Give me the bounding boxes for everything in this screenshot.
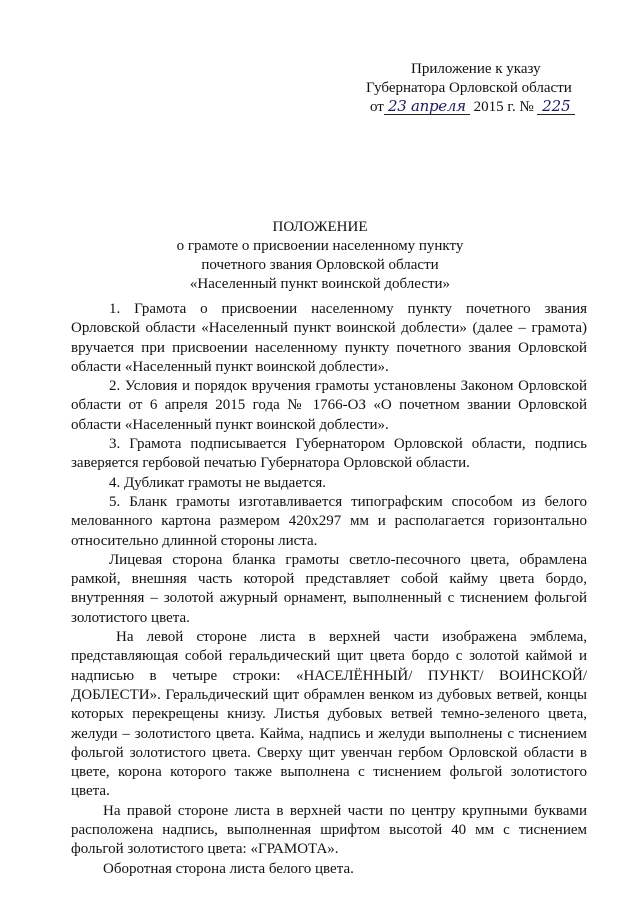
- handwritten-date: 23 апреля: [384, 98, 470, 115]
- paragraph-5: 5. Бланк грамоты изготавливается типографским способом из белого мелованного картона размером 420х297 мм и располагается горизонтально относительно длинной стороны листа.: [71, 493, 587, 549]
- title-line-2: о грамоте о присвоении населенному пункту: [176, 238, 464, 254]
- paragraph-1: 1. Грамота о присвоении населенному пункту почетного звания Орловской области «Населенный пункт воинской доблести» (далее – грамота) вручается при присвоении населенному пункту почетного звания Орловской области «Населенный пункт воинской доблести».: [71, 301, 587, 375]
- paragraph-4: 4. Дубликат грамоты не выдается.: [109, 474, 327, 491]
- handwritten-number: 225: [537, 98, 575, 115]
- annex-line-2: Губернатора Орловской области: [366, 80, 572, 96]
- paragraph-3: 3. Грамота подписывается Губернатором Орловской области, подпись заверяется гербовой печатью Губернатора Орловской области.: [71, 436, 587, 472]
- paragraph-6: Лицевая сторона бланка грамоты светло-песочного цвета, обрамлена рамкой, внешняя часть которой представляет собой кайму цвета бордо, внутренняя – золотой ажурный орнамент, выполненный с тиснением фольгой золотистого цвета.: [71, 551, 587, 626]
- paragraph-9: Оборотная сторона листа белого цвета.: [103, 860, 354, 877]
- paragraph-8: На правой стороне листа в верхней части по центру крупными буквами расположена надпись, выполненная шрифтом высотой 40 мм с тиснением фольгой золотистого цвета: «ГРАМОТА».: [71, 802, 587, 858]
- title-line-3: почетного звания Орловской области: [201, 257, 439, 273]
- document-title: [60, 218, 580, 294]
- title-line-4: «Населенный пункт воинской доблести»: [189, 276, 451, 292]
- annex-line-1: Приложение к указу: [411, 61, 541, 77]
- annex-line-3: [363, 98, 603, 117]
- annex-year: 2015 г. №: [473, 99, 534, 115]
- paragraph-2: 2. Условия и порядок вручения грамоты установлены Законом Орловской области от 6 апреля 2015 года № 1766-ОЗ «О почетном звании Орловской области «Населенный пункт воинской доблести».: [71, 378, 587, 433]
- paragraph-7: На левой стороне листа в верхней части изображена эмблема, представляющая собой геральдический щит цвета бордо с золотой каймой и надписью в четыре строки: «НАСЕЛЁННЫЙ/ ПУНКТ/ ВОИНСКОЙ/ ДОБЛЕСТИ». Геральдический щит обрамлен венком из дубовых ветвей, концы которых перекрещены книзу. Листья дубовых ветвей темно-зеленого цвета, желуди – золотистого цвета. Кайма, надпись и желуди выполнены с тиснением фольгой золотистого цвета. Сверху щит увенчан гербом Орловской области в цвете, корона которого также выполнена с тиснением фольгой золотистого цвета.: [71, 629, 587, 800]
- annex-prefix: от: [370, 99, 384, 115]
- document-body: [71, 300, 587, 879]
- title-heading: ПОЛОЖЕНИЕ: [272, 219, 368, 235]
- annex-header: [363, 60, 603, 117]
